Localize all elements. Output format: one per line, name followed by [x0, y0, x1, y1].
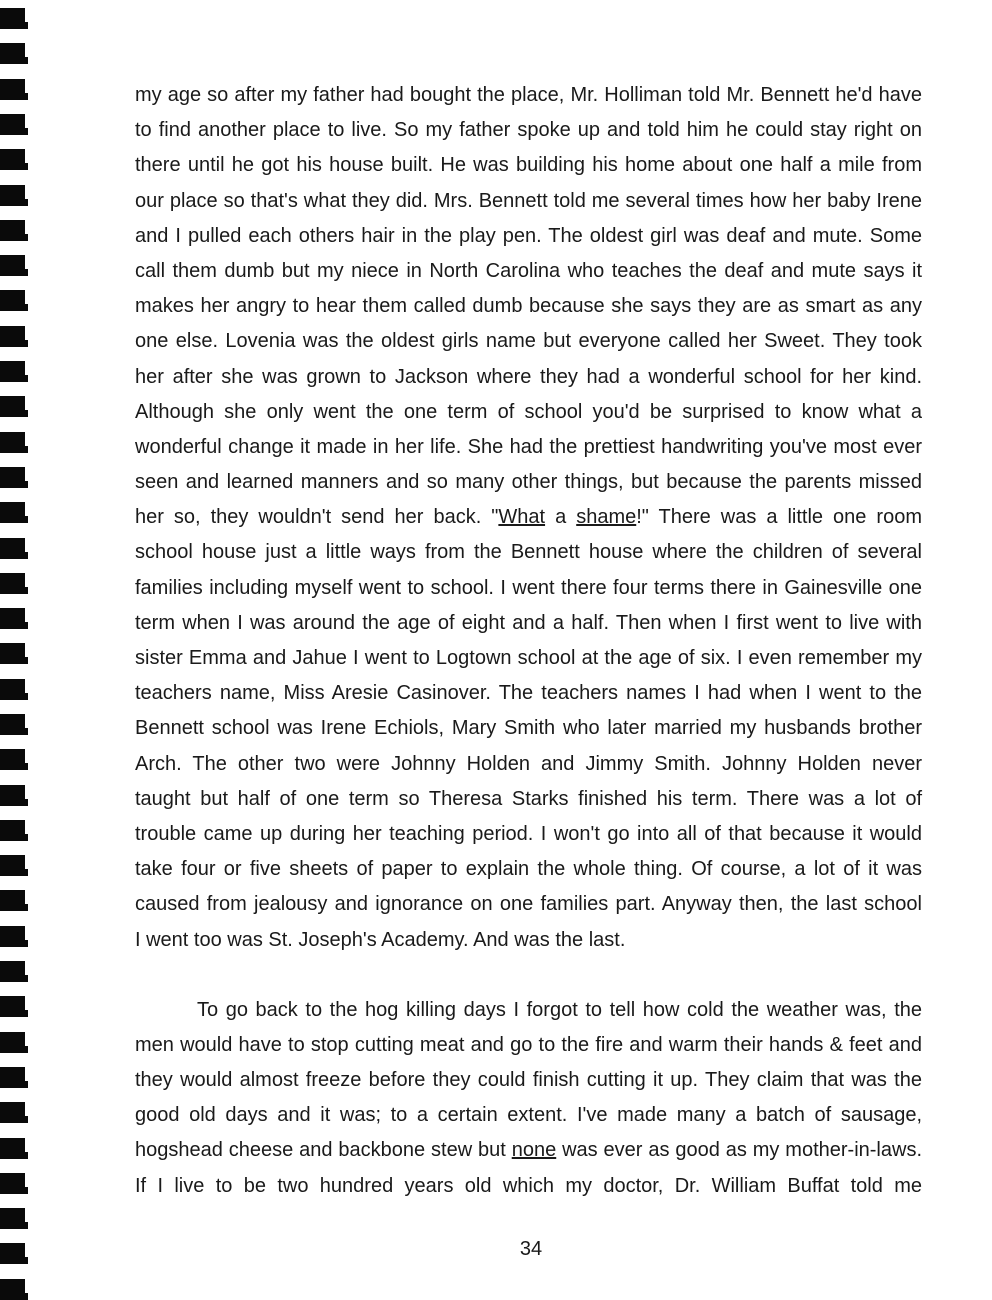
- binding-tab: [0, 608, 25, 629]
- text-run: hogshead cheese and backbone stew but: [135, 1139, 512, 1162]
- spiral-binding: [0, 0, 30, 1292]
- binding-tab: [0, 502, 25, 523]
- text-run: was ever as good as my mother-in-laws.: [556, 1139, 922, 1162]
- underlined-text: What: [498, 506, 546, 529]
- binding-tab: [0, 538, 25, 559]
- text-line: men would have to stop cutting meat and go to the fire and warm their hands & feet and: [135, 1033, 922, 1056]
- text-line: they would almost freeze before they could finish cutting it up. They claim that was the: [135, 1069, 922, 1092]
- text-line: my age so after my father had bought the place, Mr. Holliman told Mr. Bennett he'd have: [135, 84, 922, 106]
- text-line: good old days and it was; to a certain extent. I've made many a batch of sausage,: [135, 1104, 922, 1127]
- binding-tab: [0, 79, 25, 100]
- paragraph-2: [135, 993, 922, 1204]
- paragraph-gap: [135, 958, 922, 993]
- binding-tab: [0, 114, 25, 135]
- text-line: caused from jealousy and ignorance on one families part. Anyway then, the last school: [135, 893, 922, 916]
- text-line: [135, 1133, 922, 1168]
- text-run: her so, they wouldn't send her back. ": [135, 506, 499, 529]
- text-line: school house just a little ways from the Bennett house where the children of several: [135, 541, 922, 564]
- binding-tab: [0, 820, 25, 841]
- binding-tab: [0, 255, 25, 276]
- text-line: seen and learned manners and so many other things, but because the parents missed: [135, 471, 922, 494]
- binding-tab: [0, 43, 25, 64]
- paragraph-1: [135, 78, 922, 958]
- text-line: term when I was around the age of eight and a half. Then when I first went to live with: [135, 611, 922, 634]
- text-line: take four or five sheets of paper to explain the whole thing. Of course, a lot of it was: [135, 858, 922, 881]
- binding-tab: [0, 890, 25, 911]
- binding-tab: [0, 220, 25, 241]
- text-line: our place so that's what they did. Mrs. Bennett told me several times how her baby Irene: [135, 189, 922, 212]
- underlined-text: shame: [576, 506, 637, 529]
- binding-tab: [0, 185, 25, 206]
- text-line: Arch. The other two were Johnny Holden and Jimmy Smith. Johnny Holden never: [135, 752, 922, 775]
- binding-tab: [0, 149, 25, 170]
- binding-tab: [0, 1208, 25, 1229]
- binding-tab: [0, 749, 25, 770]
- text-line: [135, 500, 922, 535]
- binding-tab: [0, 1138, 25, 1159]
- binding-tab: [0, 1102, 25, 1123]
- binding-tab: [0, 785, 25, 806]
- binding-tab: [0, 855, 25, 876]
- binding-tab: [0, 714, 25, 735]
- text-line: I went too was St. Joseph's Academy. And was the last.: [135, 928, 626, 951]
- binding-tab: [0, 1067, 25, 1088]
- text-line: taught but half of one term so Theresa Starks finished his term. There was a lot of: [135, 787, 922, 810]
- text-line: sister Emma and Jahue I went to Logtown school at the age of six. I even remember my: [135, 647, 922, 669]
- binding-tab: [0, 1173, 25, 1194]
- binding-tab: [0, 961, 25, 982]
- underlined-text: none: [511, 1139, 557, 1162]
- text-line: Bennett school was Irene Echiols, Mary Smith who later married my husbands brother: [135, 717, 922, 740]
- text-line: To go back to the hog killing days I forgot to tell how cold the weather was, the: [197, 998, 922, 1021]
- binding-tab: [0, 1032, 25, 1053]
- text-line: If I live to be two hundred years old which my doctor, Dr. William Buffat told me: [135, 1174, 922, 1197]
- binding-tab: [0, 996, 25, 1017]
- text-line: wonderful change it made in her life. She had the prettiest handwriting you've most ever: [135, 435, 922, 458]
- binding-tab: [0, 1279, 25, 1300]
- page-number: 34: [519, 1238, 543, 1260]
- binding-tab: [0, 432, 25, 453]
- text-line: and I pulled each others hair in the play pen. The oldest girl was deaf and mute. Some: [135, 224, 922, 247]
- binding-tab: [0, 8, 25, 29]
- text-line: one else. Lovenia was the oldest girls name but everyone called her Sweet. They took: [135, 330, 922, 353]
- text-line: families including myself went to school. I went there four terms there in Gainesville one: [135, 576, 922, 599]
- binding-tab: [0, 643, 25, 664]
- binding-tab: [0, 679, 25, 700]
- binding-tab: [0, 467, 25, 488]
- text-line: teachers name, Miss Aresie Casinover. The teachers names I had when I went to the: [135, 682, 922, 705]
- binding-tab: [0, 396, 25, 417]
- page-body: [135, 78, 922, 1204]
- text-line: call them dumb but my niece in North Carolina who teaches the deaf and mute says it: [135, 259, 922, 282]
- text-run: a: [545, 506, 577, 529]
- text-line: to find another place to live. So my father spoke up and told him he could stay right on: [135, 119, 922, 142]
- binding-tab: [0, 573, 25, 594]
- text-line: makes her angry to hear them called dumb because she says they are as smart as any: [135, 295, 922, 318]
- text-line: trouble came up during her teaching period. I won't go into all of that because it would: [135, 822, 922, 845]
- text-line: her after she was grown to Jackson where they had a wonderful school for her kind.: [135, 365, 922, 388]
- text-line: there until he got his house built. He was building his home about one half a mile from: [135, 154, 922, 177]
- text-line: Although she only went the one term of school you'd be surprised to know what a: [135, 400, 922, 423]
- text-run: !" There was a little one room: [636, 506, 923, 529]
- binding-tab: [0, 290, 25, 311]
- binding-tab: [0, 326, 25, 347]
- binding-tab: [0, 926, 25, 947]
- binding-tab: [0, 361, 25, 382]
